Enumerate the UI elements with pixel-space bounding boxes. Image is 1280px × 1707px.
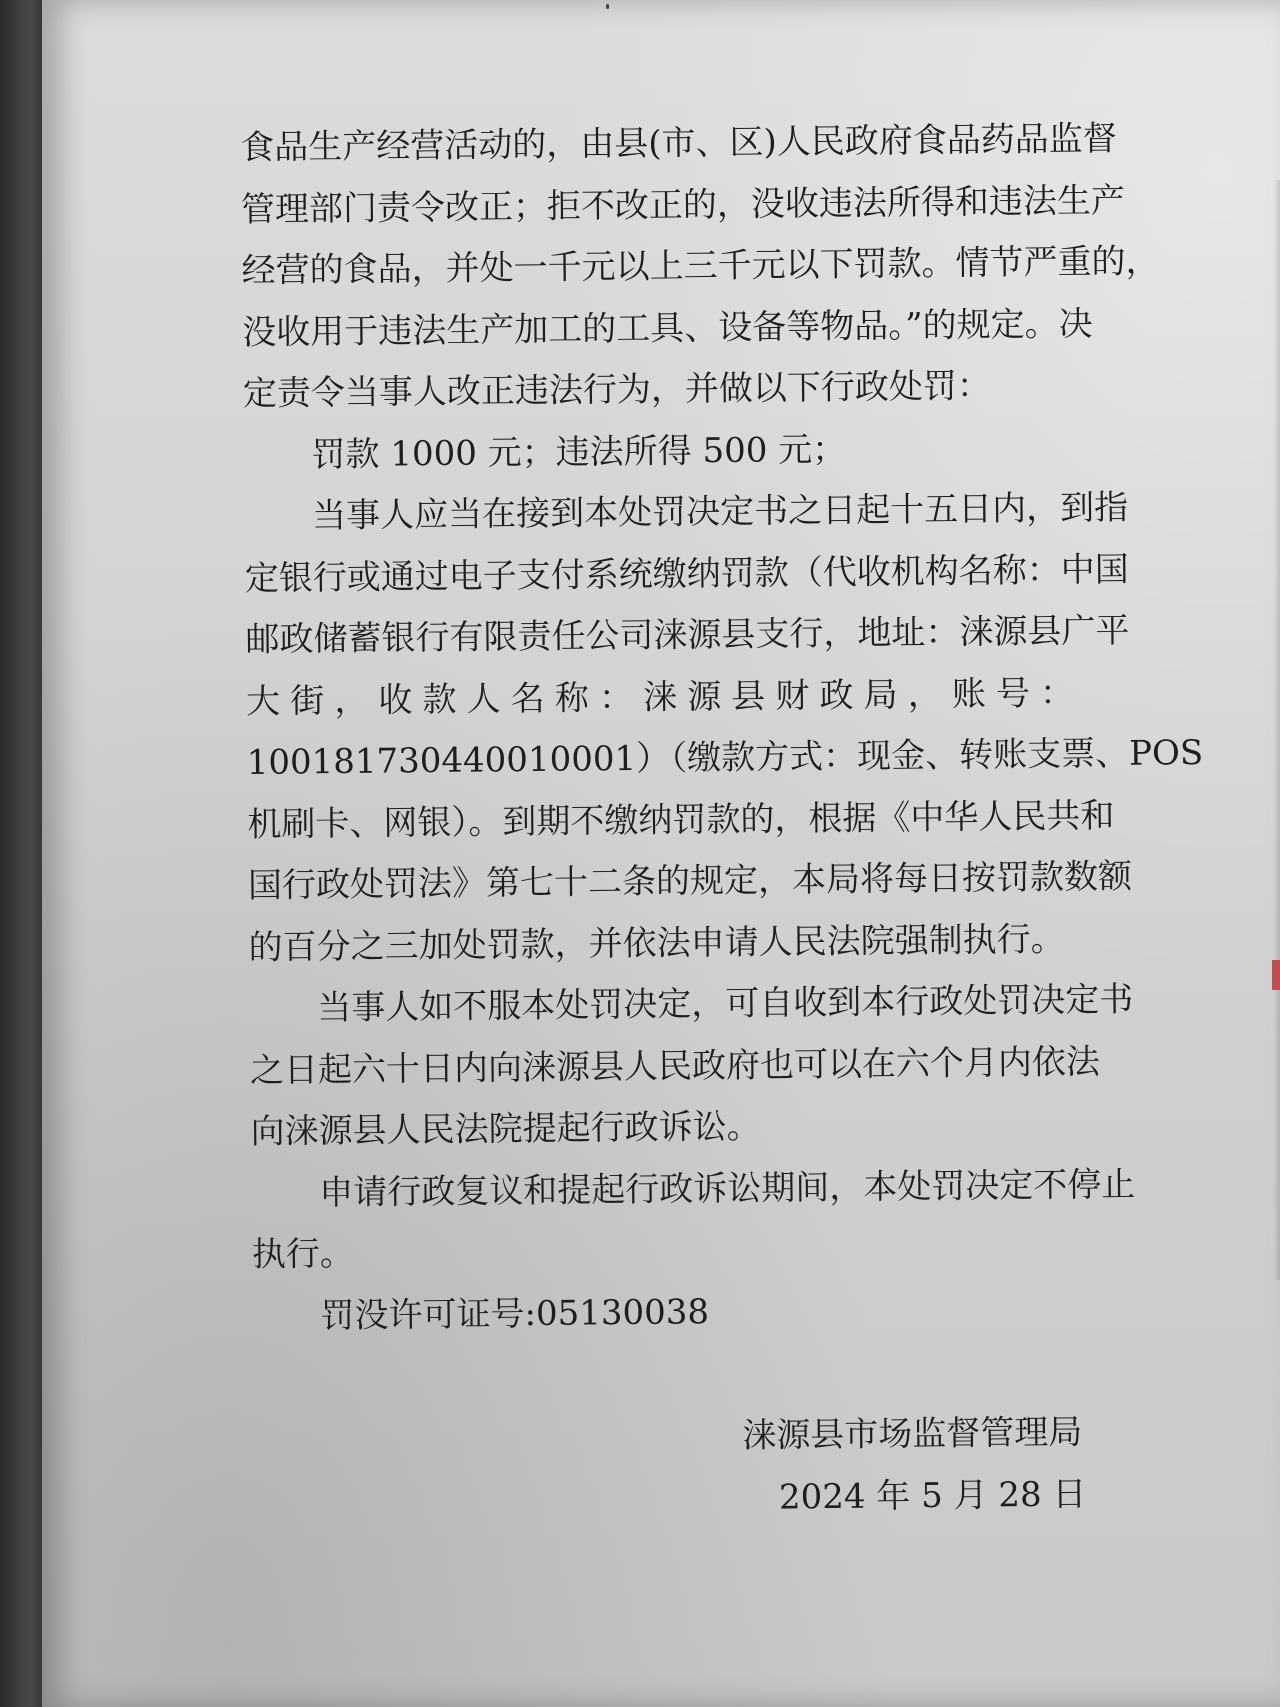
red-edge-mark [1272, 960, 1280, 990]
body-line: 定责令当事人改正违法行为，并做以下行政处罚： [242, 366, 992, 414]
account-number-line: 100181730440010001）（缴款方式：现金、转账支票、POS [246, 732, 1204, 783]
body-line: 邮政储蓄银行有限责任公司涞源县支行，地址：涞源县广平 [245, 610, 1130, 660]
issue-date: 2024 年 5 月 28 日 [778, 1474, 1087, 1518]
body-line: 机刷卡、网银）。到期不缴纳罚款的，根据《中华人民共和 [247, 795, 1115, 845]
body-line: 申请行政复议和提起行政诉讼期间，本处罚决定不停止 [319, 1164, 1136, 1213]
body-line: 大街，收款人名称：涞源县财政局，账号： [245, 672, 1075, 722]
body-line: 当事人应当在接到本处罚决定书之日起十五日内，到指 [311, 487, 1129, 537]
paper-fold-shadow [1274, 180, 1280, 1280]
body-line: 国行政处罚法》第七十二条的规定，本局将每日按罚款数额 [247, 856, 1133, 906]
document-body [240, 109, 1204, 1348]
signature-block [742, 1401, 1087, 1529]
body-line: 经营的食品，并处一千元以上三千元以下罚款。情节严重的， [241, 241, 1160, 291]
paper-speck [606, 4, 609, 9]
body-line: 没收用于违法生产加工的工具、设备等物品。”的规定。决 [242, 303, 1093, 353]
body-line: 定银行或通过电子支付系统缴纳罚款（代收机构名称：中国 [244, 549, 1129, 599]
body-line: 食品生产经营活动的，由县(市、区)人民政府食品药品监督 [240, 118, 1118, 168]
body-line: 之日起六十日内向涞源县人民政府也可以在六个月内依法 [249, 1041, 1101, 1091]
penalty-amounts: 罚款 1000 元；违法所得 500 元； [311, 429, 847, 475]
issuing-authority: 涞源县市场监督管理局 [742, 1412, 1083, 1456]
body-line: 向涞源县人民法院提起行政诉讼。 [250, 1106, 761, 1152]
body-line: 执行。 [251, 1233, 355, 1275]
body-line: 的百分之三加处罚款，并依法申请人民法院强制执行。 [248, 918, 1065, 968]
paper-sheet [42, 0, 1280, 1707]
body-line: 当事人如不服本处罚决定，可自收到本行政处罚决定书 [317, 979, 1134, 1029]
body-line: 管理部门责令改正；拒不改正的，没收违法所得和违法生产 [240, 180, 1126, 230]
license-number: 罚没许可证号:05130038 [320, 1291, 710, 1336]
